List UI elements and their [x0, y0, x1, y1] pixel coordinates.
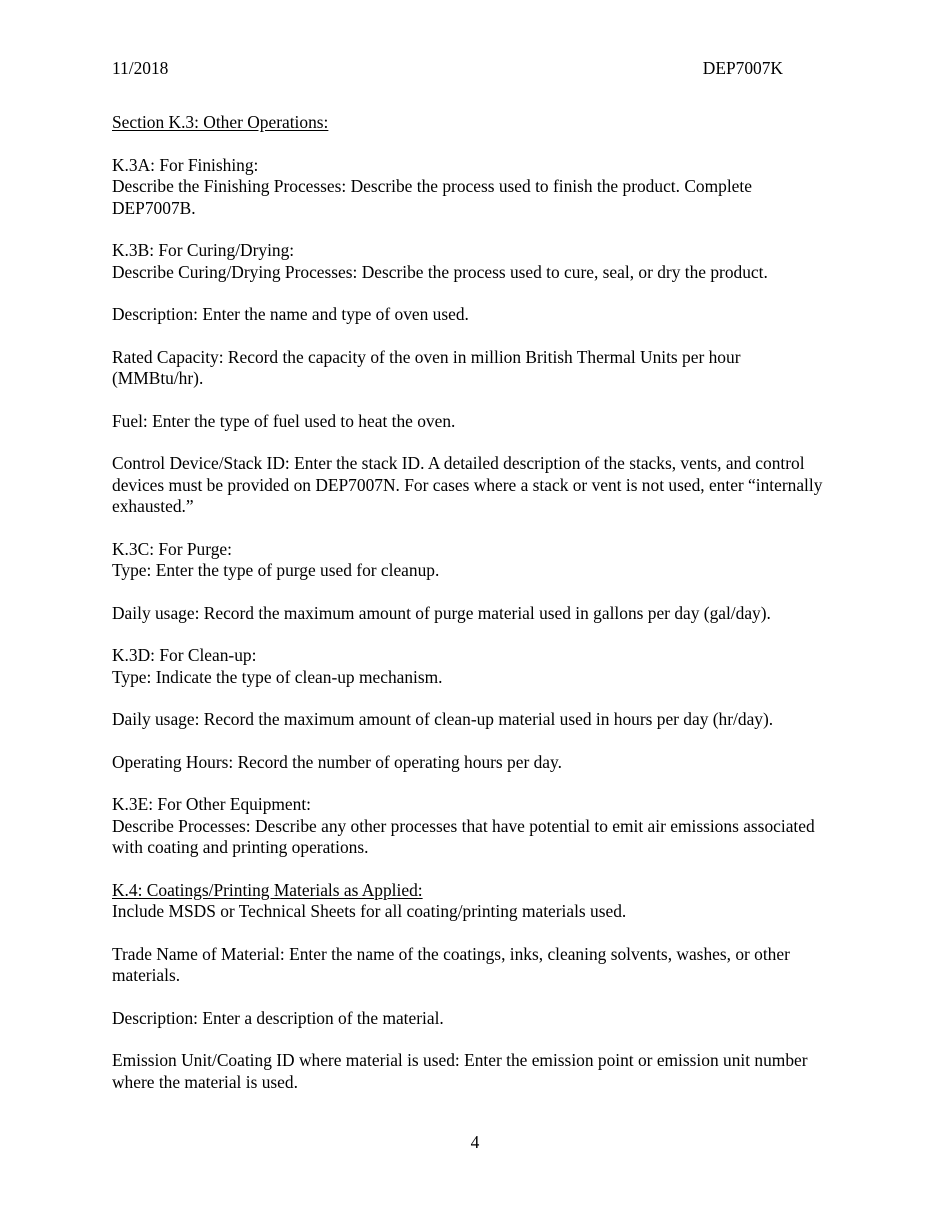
paragraph-text: Rated Capacity: Record the capacity of the oven in million British Thermal Units per hour (MMBtu/hr). — [112, 346, 741, 388]
paragraph-text: K.3B: For Curing/Drying: — [112, 240, 295, 260]
paragraph-block — [112, 944, 832, 987]
paragraph-block — [112, 1050, 832, 1093]
paragraph-block — [112, 645, 832, 688]
paragraph-text: Emission Unit/Coating ID where material is used: Enter the emission point or emission unit number where the material is used. — [112, 1050, 808, 1092]
section-heading: Section K.3: Other Operations: — [112, 112, 329, 132]
paragraph-text: Type: Enter the type of purge used for cleanup. — [112, 560, 440, 580]
paragraph-block — [112, 240, 832, 283]
paragraph-text: Description: Enter a description of the material. — [112, 1007, 444, 1028]
paragraph-text: K.3A: For Finishing: — [112, 154, 259, 175]
paragraph-block — [112, 411, 832, 433]
page-header — [112, 57, 783, 79]
paragraph-text: Describe Curing/Drying Processes: Describe the process used to cure, seal, or dry the product. — [112, 261, 768, 282]
paragraph-text: Daily usage: Record the maximum amount of clean-up material used in hours per day (hr/day). — [112, 709, 774, 729]
paragraph-block — [112, 539, 832, 582]
paragraph-block — [112, 453, 832, 518]
paragraph-block — [112, 1008, 832, 1030]
paragraph-text: Trade Name of Material: Enter the name of the coatings, inks, cleaning solvents, washes, or other materials. — [112, 943, 790, 985]
paragraph-text: K.3D: For Clean-up: — [112, 645, 257, 665]
paragraph-block — [112, 880, 832, 923]
header-form-id: DEP7007K — [702, 58, 783, 78]
paragraph-block — [112, 709, 832, 731]
paragraph-text: K.3C: For Purge: — [112, 538, 232, 559]
paragraph-text: Describe the Finishing Processes: Describe the process used to finish the product. Complete DEP7007B. — [112, 176, 752, 218]
paragraph-block — [112, 347, 832, 390]
paragraph-text: K.3E: For Other Equipment: — [112, 794, 311, 814]
section-heading: K.4: Coatings/Printing Materials as Applied: — [112, 879, 423, 900]
paragraph-text: Type: Indicate the type of clean-up mechanism. — [112, 666, 443, 687]
paragraph-text: Describe Processes: Describe any other processes that have potential to emit air emissions associated with coating and printing operations. — [112, 815, 815, 857]
paragraph-block — [112, 603, 832, 625]
paragraph-text: Operating Hours: Record the number of operating hours per day. — [112, 751, 562, 772]
document-body — [112, 112, 832, 1114]
paragraph-text: Daily usage: Record the maximum amount of purge material used in gallons per day (gal/day). — [112, 602, 771, 623]
paragraph-block — [112, 304, 832, 326]
paragraph-block — [112, 155, 832, 220]
paragraph-text: Description: Enter the name and type of oven used. — [112, 304, 469, 324]
paragraph-block — [112, 752, 832, 774]
page-number: 4 — [470, 1132, 480, 1152]
paragraph-block — [112, 112, 832, 134]
paragraph-block — [112, 794, 832, 859]
paragraph-text: Control Device/Stack ID: Enter the stack ID. A detailed description of the stacks, vents, and control devices must be provided on DEP7007N. For cases where a stack or vent is not used, enter “internally exhausted.” — [112, 453, 823, 516]
header-date: 11/2018 — [112, 58, 169, 78]
paragraph-text: Fuel: Enter the type of fuel used to heat the oven. — [112, 410, 456, 431]
paragraph-text: Include MSDS or Technical Sheets for all coating/printing materials used. — [112, 901, 627, 921]
